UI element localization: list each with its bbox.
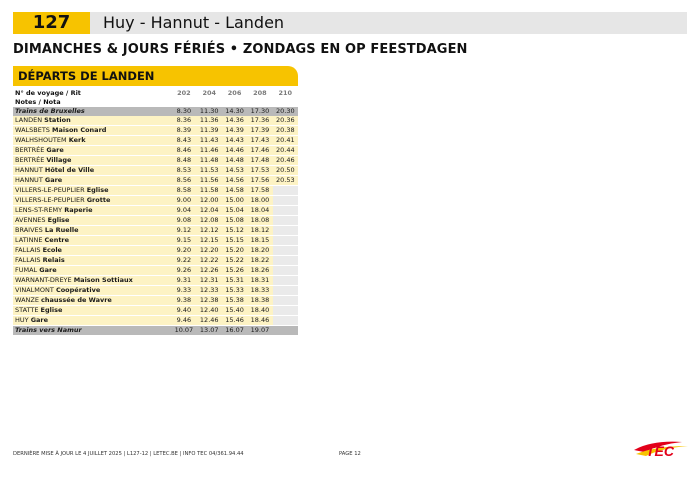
stop-name: La Ruelle — [44, 226, 79, 234]
stop-row — [13, 156, 298, 166]
time-cell: 14.53 — [222, 166, 247, 176]
stop-row — [13, 266, 298, 276]
time-cell — [273, 296, 298, 306]
time-cell: 8.39 — [171, 126, 196, 136]
time-cell: 17.43 — [247, 136, 272, 146]
stop-locality: FALLAIS — [15, 246, 41, 254]
stop-locality: VILLERS-LE-PEUPLIER — [15, 186, 85, 194]
time-cell: 8.48 — [171, 156, 196, 166]
stop-cell — [13, 226, 171, 236]
time-cell: 20.41 — [273, 136, 298, 146]
time-cell: 18.12 — [247, 226, 272, 236]
time-cell: 11.36 — [197, 116, 222, 126]
time-cell: 11.48 — [197, 156, 222, 166]
time-cell: 18.08 — [247, 216, 272, 226]
time-cell — [273, 326, 298, 336]
time-cell: 15.40 — [222, 306, 247, 316]
stop-locality: VILLERS-LE-PEUPLIER — [15, 196, 85, 204]
trains-to-namur-row — [13, 326, 298, 336]
notes-cell — [197, 98, 222, 107]
stop-row — [13, 246, 298, 256]
time-cell: 12.20 — [197, 246, 222, 256]
stop-locality: WALHSHOUTEM — [15, 136, 67, 144]
time-cell: 9.46 — [171, 316, 196, 326]
line-header — [13, 12, 687, 34]
stop-row — [13, 186, 298, 196]
time-cell: 11.39 — [197, 126, 222, 136]
stop-name: Gare — [46, 146, 64, 154]
stop-row — [13, 286, 298, 296]
time-cell: 8.58 — [171, 186, 196, 196]
stop-locality: BRAIVES — [15, 226, 43, 234]
stop-name: Station — [44, 116, 71, 124]
time-cell: 20.44 — [273, 146, 298, 156]
stop-row — [13, 276, 298, 286]
time-cell: 11.43 — [197, 136, 222, 146]
stop-name: Eglise — [47, 216, 70, 224]
stop-name: Raperie — [64, 206, 93, 214]
time-cell: 12.04 — [197, 206, 222, 216]
stop-locality: BERTRÉE — [15, 146, 45, 154]
time-cell: 17.30 — [247, 107, 272, 116]
time-cell: 18.31 — [247, 276, 272, 286]
stop-name: Grotte — [86, 196, 111, 204]
time-cell: 12.40 — [197, 306, 222, 316]
time-cell — [273, 246, 298, 256]
time-cell: 14.43 — [222, 136, 247, 146]
stop-row — [13, 126, 298, 136]
notes-cell — [222, 98, 247, 107]
trains-from-brussels-row — [13, 107, 298, 116]
time-cell: 8.36 — [171, 116, 196, 126]
time-cell — [273, 286, 298, 296]
trip-number: 210 — [278, 89, 293, 97]
time-cell — [273, 216, 298, 226]
time-cell: 18.46 — [247, 316, 272, 326]
stop-cell — [13, 126, 171, 136]
panel-title: DÉPARTS DE LANDEN — [18, 69, 155, 83]
time-cell: 15.00 — [222, 196, 247, 206]
time-cell: 17.58 — [247, 186, 272, 196]
route-title: Huy - Hannut - Landen — [103, 13, 285, 32]
time-cell: 20.53 — [273, 176, 298, 186]
stop-locality: LATINNE — [15, 236, 43, 244]
trip-number: 208 — [253, 89, 267, 97]
timetable — [13, 89, 298, 335]
time-cell: 19.07 — [247, 326, 272, 336]
stop-name: Gare — [30, 316, 49, 324]
service-days-title: DIMANCHES & JOURS FÉRIÉS • ZONDAGS EN OP FEESTDAGEN — [13, 42, 468, 57]
stop-row — [13, 316, 298, 326]
time-cell: 18.40 — [247, 306, 272, 316]
time-cell: 9.08 — [171, 216, 196, 226]
stop-row — [13, 176, 298, 186]
stop-name: Coopérative — [55, 286, 101, 294]
time-cell: 9.33 — [171, 286, 196, 296]
time-cell: 9.00 — [171, 196, 196, 206]
line-number-badge: 127 — [13, 12, 90, 34]
stop-row — [13, 256, 298, 266]
stop-cell — [13, 316, 171, 326]
time-cell: 9.12 — [171, 226, 196, 236]
trains-to-namur-row-label: Trains vers Namur — [13, 326, 171, 336]
time-cell: 15.31 — [222, 276, 247, 286]
time-cell: 9.38 — [171, 296, 196, 306]
time-cell: 12.26 — [197, 266, 222, 276]
time-cell: 8.30 — [171, 107, 196, 116]
stop-row — [13, 206, 298, 216]
time-cell: 9.04 — [171, 206, 196, 216]
stop-cell — [13, 146, 171, 156]
stop-cell — [13, 186, 171, 196]
time-cell: 12.38 — [197, 296, 222, 306]
time-cell: 17.48 — [247, 156, 272, 166]
time-cell: 14.36 — [222, 116, 247, 126]
stop-name: Eglise — [86, 186, 109, 194]
stop-cell — [13, 116, 171, 126]
stop-locality: STATTE — [15, 306, 39, 314]
time-cell: 20.38 — [273, 126, 298, 136]
stop-cell — [13, 206, 171, 216]
stop-name: Relais — [42, 256, 65, 264]
time-cell: 9.26 — [171, 266, 196, 276]
time-cell: 15.26 — [222, 266, 247, 276]
stop-locality: WANZE — [15, 296, 39, 304]
time-cell: 11.56 — [197, 176, 222, 186]
stop-cell — [13, 196, 171, 206]
time-cell: 8.53 — [171, 166, 196, 176]
time-cell: 12.46 — [197, 316, 222, 326]
stop-locality: LENS-ST-REMY — [15, 206, 63, 214]
time-cell: 18.20 — [247, 246, 272, 256]
stop-name: Maison Conard — [52, 126, 107, 134]
stop-name: Gare — [39, 266, 57, 274]
stop-cell — [13, 306, 171, 316]
trip-number: 202 — [177, 89, 191, 97]
stop-row — [13, 306, 298, 316]
stop-cell — [13, 176, 171, 186]
stop-cell — [13, 256, 171, 266]
time-cell: 12.31 — [197, 276, 222, 286]
trip-number: 206 — [227, 89, 242, 97]
stop-name: chaussée de Wavre — [41, 296, 112, 304]
time-cell — [273, 196, 298, 206]
stop-row — [13, 216, 298, 226]
time-cell: 10.07 — [171, 326, 196, 336]
time-cell: 18.00 — [247, 196, 272, 206]
time-cell — [273, 186, 298, 196]
time-cell: 12.22 — [197, 256, 222, 266]
time-cell: 9.15 — [171, 236, 196, 246]
stop-cell — [13, 276, 171, 286]
time-cell: 20.30 — [273, 107, 298, 116]
time-cell: 15.12 — [222, 226, 247, 236]
tec-logo — [632, 436, 690, 460]
stop-locality: WALSBETS — [15, 126, 50, 134]
time-cell: 15.38 — [222, 296, 247, 306]
stop-name: Hôtel de Ville — [44, 166, 95, 174]
stop-name: Ecole — [42, 246, 62, 254]
notes-cell — [273, 98, 298, 107]
time-cell: 15.46 — [222, 316, 247, 326]
time-cell: 12.12 — [197, 226, 222, 236]
trip-number: 204 — [202, 89, 217, 97]
time-cell: 14.46 — [222, 146, 247, 156]
time-cell: 18.38 — [247, 296, 272, 306]
stop-locality: HANNUT — [15, 166, 43, 174]
stop-row — [13, 226, 298, 236]
time-cell: 15.15 — [222, 236, 247, 246]
time-cell: 11.46 — [197, 146, 222, 156]
time-cell: 14.56 — [222, 176, 247, 186]
time-cell: 20.50 — [273, 166, 298, 176]
page-number: PAGE 12 — [339, 451, 361, 457]
stop-name: Eglise — [40, 306, 63, 314]
time-cell — [273, 276, 298, 286]
notes-cell — [171, 98, 196, 107]
time-cell: 15.20 — [222, 246, 247, 256]
panel-header — [13, 66, 298, 86]
time-cell — [273, 316, 298, 326]
time-cell: 16.07 — [222, 326, 247, 336]
time-cell: 9.20 — [171, 246, 196, 256]
time-cell: 15.22 — [222, 256, 247, 266]
stop-cell — [13, 296, 171, 306]
stop-row — [13, 296, 298, 306]
time-cell: 20.36 — [273, 116, 298, 126]
time-cell: 11.58 — [197, 186, 222, 196]
time-cell: 8.46 — [171, 146, 196, 156]
time-cell: 18.26 — [247, 266, 272, 276]
time-cell: 15.04 — [222, 206, 247, 216]
stop-cell — [13, 286, 171, 296]
time-cell: 11.30 — [197, 107, 222, 116]
stop-name: Gare — [44, 176, 63, 184]
stop-locality: FALLAIS — [15, 256, 41, 264]
time-cell: 13.07 — [197, 326, 222, 336]
logo-text: TEC — [646, 443, 674, 459]
stop-row — [13, 166, 298, 176]
time-cell: 18.15 — [247, 236, 272, 246]
time-cell: 8.43 — [171, 136, 196, 146]
time-cell: 12.00 — [197, 196, 222, 206]
stop-row — [13, 196, 298, 206]
time-cell: 17.36 — [247, 116, 272, 126]
time-cell: 9.31 — [171, 276, 196, 286]
time-cell: 14.30 — [222, 107, 247, 116]
time-cell: 17.53 — [247, 166, 272, 176]
stop-cell — [13, 156, 171, 166]
stop-cell — [13, 166, 171, 176]
time-cell: 9.40 — [171, 306, 196, 316]
stop-locality: WARNANT-DREYE — [15, 276, 72, 284]
time-cell: 18.22 — [247, 256, 272, 266]
stop-cell — [13, 246, 171, 256]
trip-number-row — [13, 89, 298, 98]
trip-label: N° de voyage / Rit — [15, 89, 81, 97]
time-cell: 17.46 — [247, 146, 272, 156]
time-cell — [273, 266, 298, 276]
stop-name: Kerk — [68, 136, 86, 144]
notes-cell — [247, 98, 272, 107]
stop-locality: HANNUT — [15, 176, 43, 184]
time-cell: 9.22 — [171, 256, 196, 266]
time-cell: 11.53 — [197, 166, 222, 176]
stop-row — [13, 136, 298, 146]
footer-info: DERNIÈRE MISE À JOUR LE 4 JUILLET 2025 | L127-12 | LETEC.BE | INFO TEC 04/361.94.44 — [13, 451, 244, 457]
stop-locality: AVENNES — [15, 216, 46, 224]
timetable-panel — [13, 66, 298, 334]
time-cell: 14.48 — [222, 156, 247, 166]
stop-locality: VINALMONT — [15, 286, 54, 294]
time-cell: 12.08 — [197, 216, 222, 226]
stop-row — [13, 236, 298, 246]
time-cell — [273, 226, 298, 236]
stop-row — [13, 116, 298, 126]
time-cell: 12.33 — [197, 286, 222, 296]
time-cell — [273, 256, 298, 266]
time-cell — [273, 306, 298, 316]
stop-locality: BERTRÉE — [15, 156, 45, 164]
time-cell: 15.33 — [222, 286, 247, 296]
stop-cell — [13, 266, 171, 276]
time-cell: 17.39 — [247, 126, 272, 136]
time-cell: 8.56 — [171, 176, 196, 186]
stop-cell — [13, 216, 171, 226]
time-cell: 17.56 — [247, 176, 272, 186]
trains-from-brussels-row-label: Trains de Bruxelles — [13, 107, 171, 116]
time-cell — [273, 206, 298, 216]
stop-locality: HUY — [15, 316, 29, 324]
stop-locality: LANDEN — [15, 116, 43, 124]
notes-row — [13, 98, 298, 107]
time-cell: 14.58 — [222, 186, 247, 196]
time-cell — [273, 236, 298, 246]
stop-name: Maison Sottiaux — [73, 276, 133, 284]
stop-name: Centre — [44, 236, 70, 244]
stop-name: Village — [46, 156, 72, 164]
stop-locality: FUMAL — [15, 266, 38, 274]
stop-row — [13, 146, 298, 156]
notes-label: Notes / Nota — [15, 98, 61, 106]
time-cell: 18.33 — [247, 286, 272, 296]
time-cell: 14.39 — [222, 126, 247, 136]
stop-cell — [13, 136, 171, 146]
time-cell: 20.46 — [273, 156, 298, 166]
time-cell: 18.04 — [247, 206, 272, 216]
time-cell: 15.08 — [222, 216, 247, 226]
time-cell: 12.15 — [197, 236, 222, 246]
stop-cell — [13, 236, 171, 246]
